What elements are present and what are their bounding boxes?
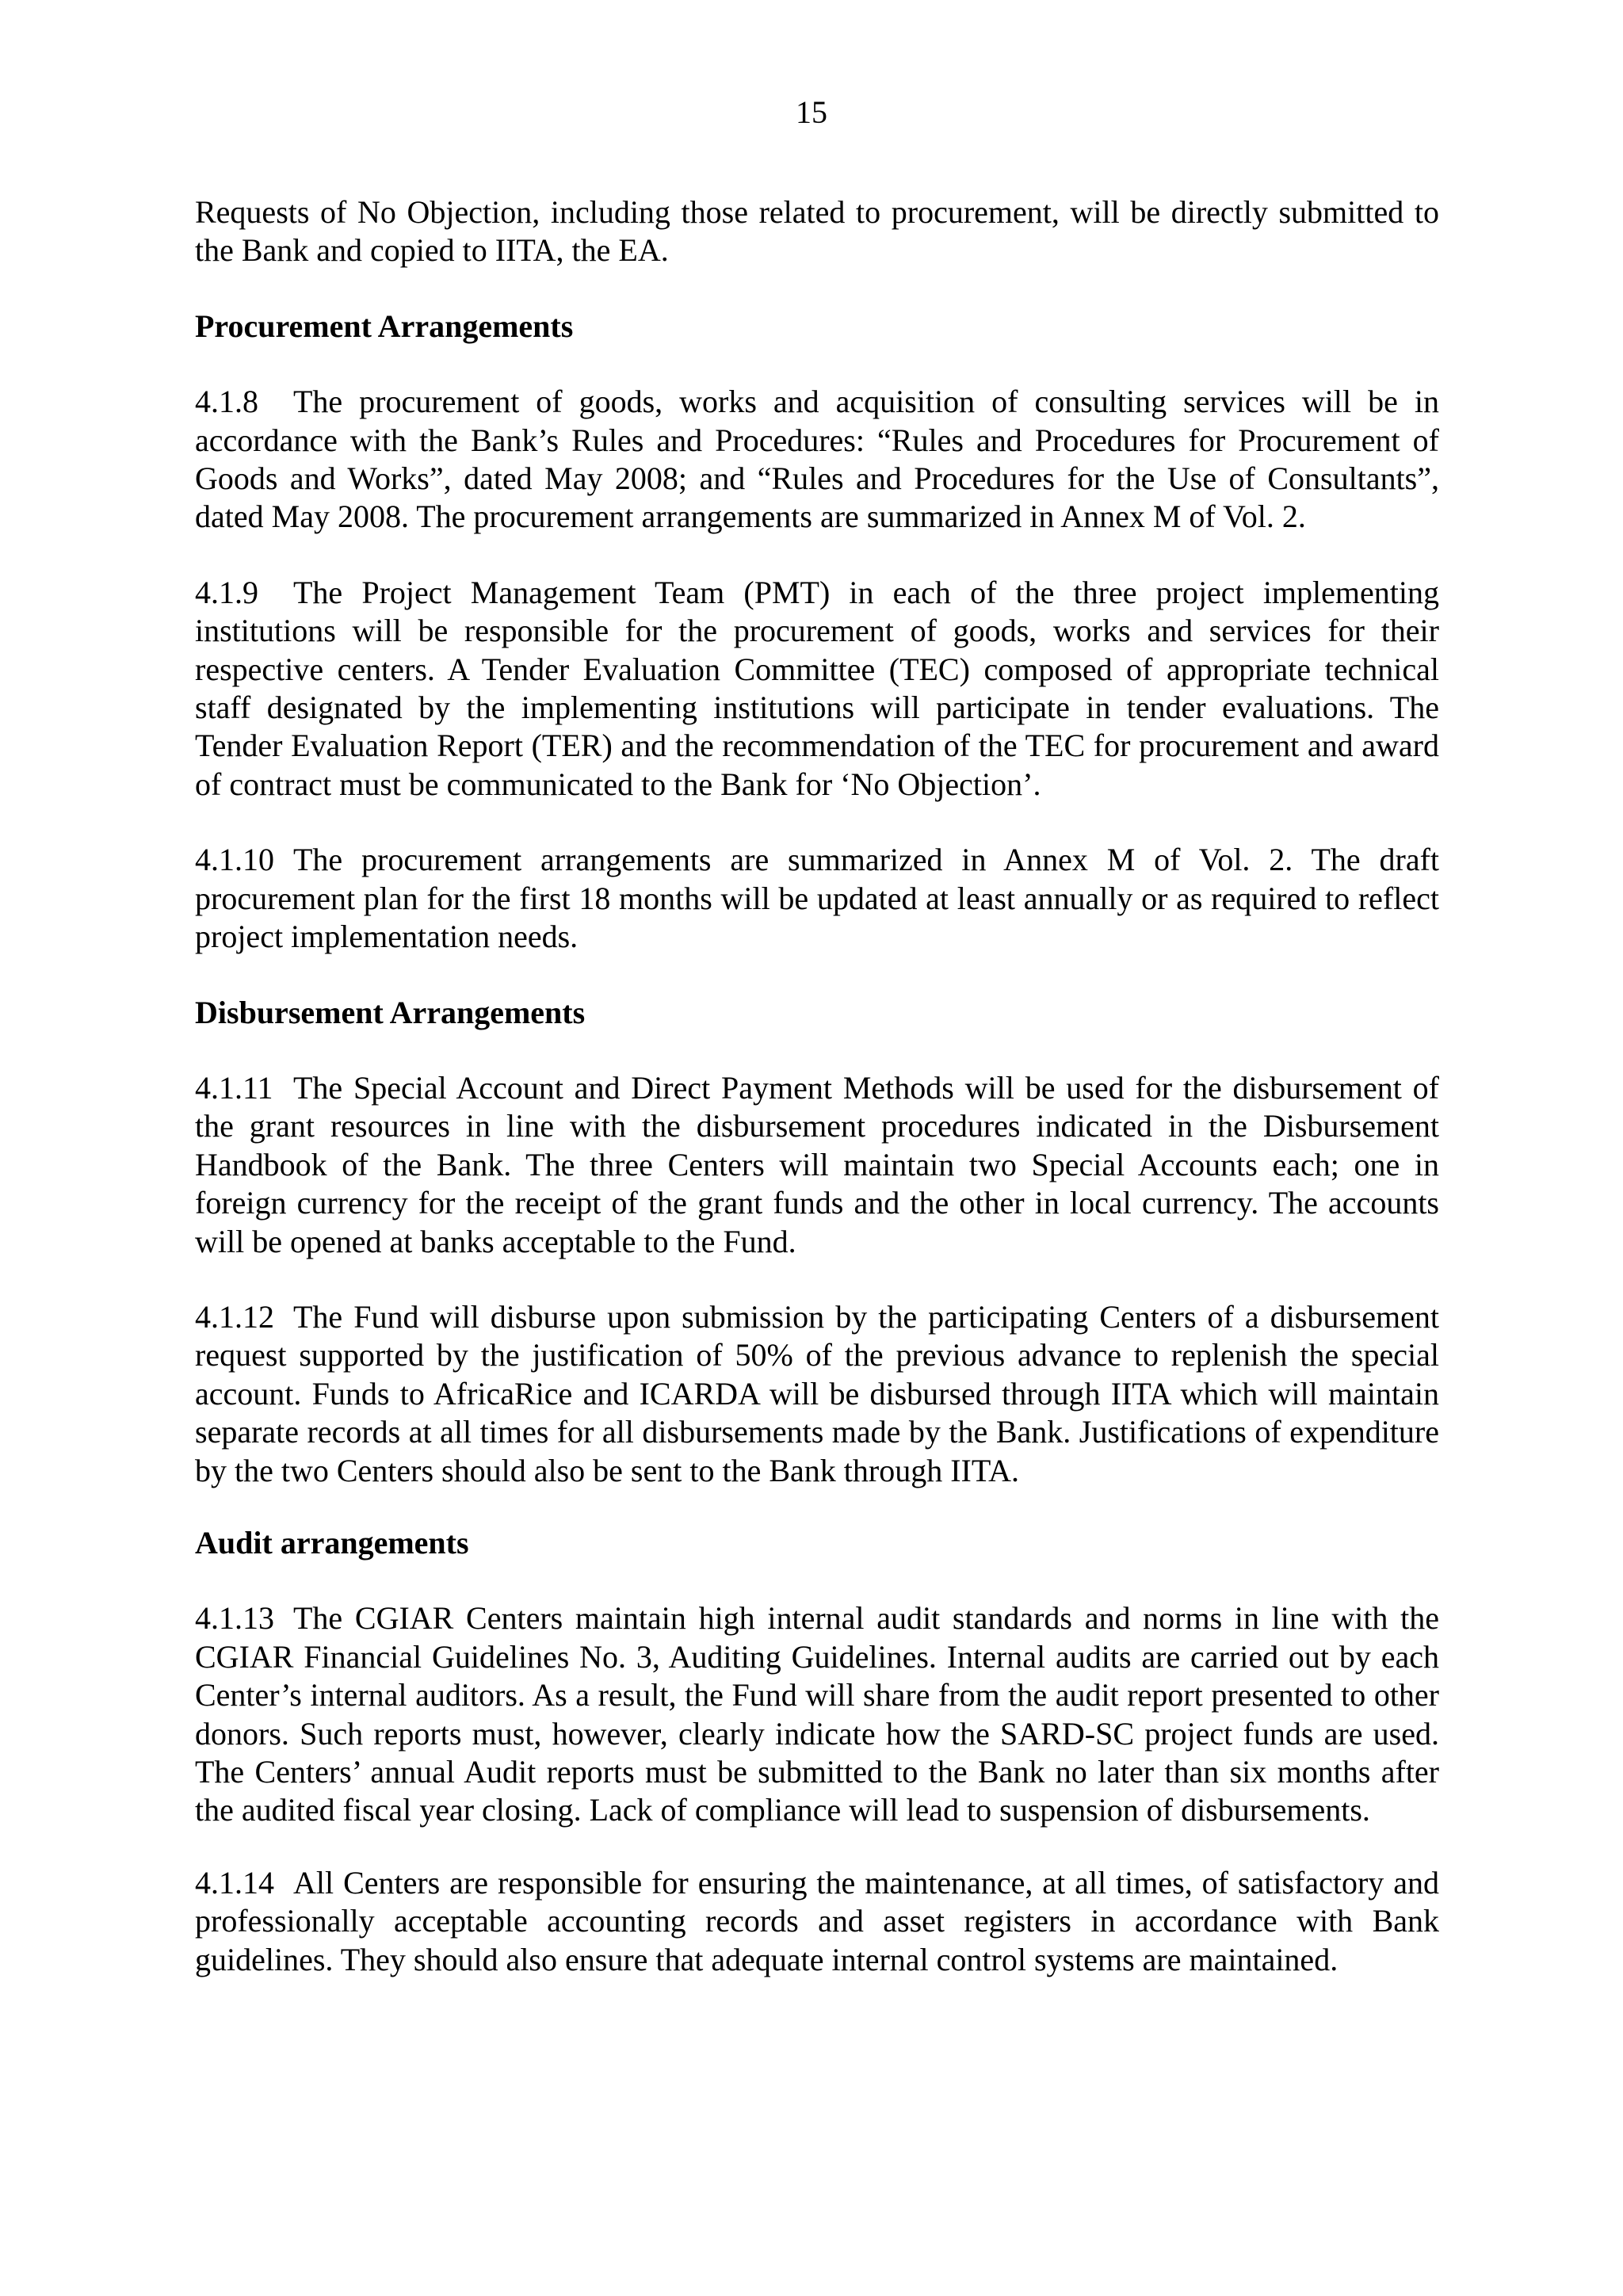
paragraph-number: 4.1.8 bbox=[195, 384, 258, 420]
paragraph-number: 4.1.13 bbox=[195, 1600, 274, 1637]
paragraph-text: All Centers are responsible for ensuring the maintenance, at all times, of satisfactory and professionally acceptable accounting records and asset registers in accordance with Bank guidelines. They should also ensure that adequate internal control systems are maintained. bbox=[195, 1864, 1439, 1977]
paragraph-4-1-9 bbox=[195, 574, 1439, 804]
section-heading-audit: Audit arrangements bbox=[195, 1524, 469, 1561]
paragraph-4-1-10 bbox=[195, 841, 1439, 956]
section-heading-disbursement: Disbursement Arrangements bbox=[195, 994, 586, 1030]
paragraph-number: 4.1.9 bbox=[195, 574, 258, 610]
page-number: 15 bbox=[796, 94, 827, 130]
paragraph-text: The Special Account and Direct Payment Methods will be used for the disbursement of the grant resources in line with the disbursement procedures indicated in the Disbursement Handbook of the Bank. The three Centers will maintain two Special Accounts each; one in foreign currency for the receipt of the grant funds and the other in local currency. The accounts will be opened at banks acceptable to the Fund. bbox=[195, 1069, 1439, 1259]
paragraph-4-1-12 bbox=[195, 1298, 1439, 1490]
intro-paragraph: Requests of No Objection, including those related to procurement, will be directly submitted to the Bank and copied to IITA, the EA. bbox=[195, 194, 1439, 269]
paragraph-number: 4.1.12 bbox=[195, 1298, 274, 1335]
paragraph-text: The procurement of goods, works and acquisition of consulting services will be in accordance with the Bank’s Rules and Procedures: “Rules and Procedures for Procurement of Goods and Works”, dated May 2008; and “Rules and Procedures for the Use of Consultants”, dated May 2008. The procurement arrangements are summarized in Annex M of Vol. 2. bbox=[195, 384, 1439, 535]
section-heading-procurement: Procurement Arrangements bbox=[195, 308, 574, 344]
paragraph-text: The Project Management Team (PMT) in each of the three project implementing institutions will be responsible for the procurement of goods, works and services for their respective centers. A Tender Evaluation Committee (TEC) composed of appropriate technical staff designated by the implementing institutions will participate in tender evaluations. The Tender Evaluation Report (TER) and the recommendation of the TEC for procurement and award of contract must be communicated to the Bank for ‘No Objection’. bbox=[195, 574, 1439, 802]
paragraph-text: The Fund will disburse upon submission by the participating Centers of a disbursement request supported by the justification of 50% of the previous advance to replenish the special account. Funds to AfricaRice and ICARDA will be disbursed through IITA which will maintain separate records at all times for all disbursements made by the Bank. Justifications of expenditure by the two Centers should also be sent to the Bank through IITA. bbox=[195, 1298, 1439, 1488]
paragraph-4-1-8 bbox=[195, 383, 1439, 537]
paragraph-4-1-11 bbox=[195, 1069, 1439, 1261]
paragraph-number: 4.1.10 bbox=[195, 842, 274, 878]
paragraph-4-1-14 bbox=[195, 1864, 1439, 1979]
paragraph-number: 4.1.14 bbox=[195, 1864, 274, 1901]
paragraph-text: The procurement arrangements are summarized in Annex M of Vol. 2. The draft procurement plan for the first 18 months will be updated at least annually or as required to reflect project implementation needs. bbox=[195, 842, 1439, 955]
paragraph-text: The CGIAR Centers maintain high internal audit standards and norms in line with the CGIAR Financial Guidelines No. 3, Auditing Guidelines. Internal audits are carried out by each Center’s internal auditors. As a result, the Fund will share from the audit report presented to other donors. Such reports must, however, clearly indicate how the SARD-SC project funds are used. The Centers’ annual Audit reports must be submitted to the Bank no later than six months after the audited fiscal year closing. Lack of compliance will lead to suspension of disbursements. bbox=[195, 1600, 1439, 1828]
document-body bbox=[195, 193, 1439, 1979]
paragraph-number: 4.1.11 bbox=[195, 1069, 273, 1106]
paragraph-4-1-13 bbox=[195, 1599, 1439, 1829]
